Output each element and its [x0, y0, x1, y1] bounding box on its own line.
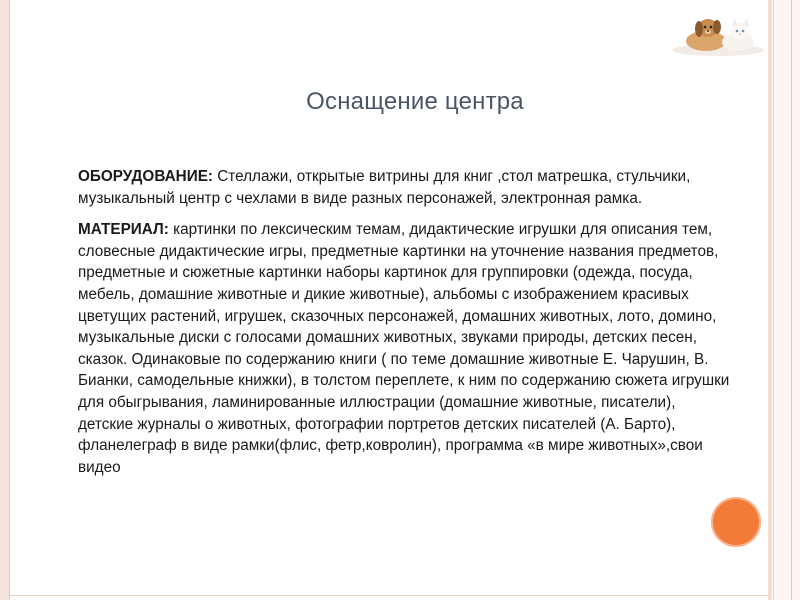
bottom-border-line [10, 595, 770, 596]
equipment-text: Стеллажи, открытые витрины для книг ,стол матрешка, стульчики, музыкальный центр с чехлами в виде разных персонажей, электронная рамка. [78, 168, 691, 207]
slide-title [0, 88, 800, 116]
slide-content [54, 166, 734, 488]
slide-title-text: Оснащение центра [306, 88, 524, 115]
equipment-paragraph [54, 166, 734, 209]
decorative-orange-circle [711, 497, 761, 547]
material-text: картинки по лексическим темам, дидактические игрушки для описания тем, словесные дидактические игры, предметные картинки на уточнение названия предметов, предметные и сюжетные картинки наборы картинок для группировки (одежда, посуда, мебель, домашние животные и дикие животные), альбомы с изображением красивых цветущих растений, игрушек, сказочных персонажей, домашних животных, лото, домино, музыкальные диски с голосами домашних животных, звуками природы, детских песен, сказок. Одинаковые по содержанию книги ( по теме домашние животные Е. Чарушин, В. Бианки, самодельные книжки), в толстом переплете, к ним по содержанию сюжета игрушки для обыгрывания, ламинированные иллюстрации (домашние животные, писатели), детские журналы о животных, фотографии портретов детских писателей (А. Барто), фланелеграф в виде рамки(флис, фетр,ковролин), программа «в мире животных»,свои видео [78, 221, 730, 476]
material-paragraph [54, 219, 734, 478]
puppy-and-kitten-picture [668, 8, 768, 58]
material-heading: МАТЕРИАЛ: [78, 221, 169, 239]
equipment-heading: ОБОРУДОВАНИЕ: [78, 168, 213, 185]
